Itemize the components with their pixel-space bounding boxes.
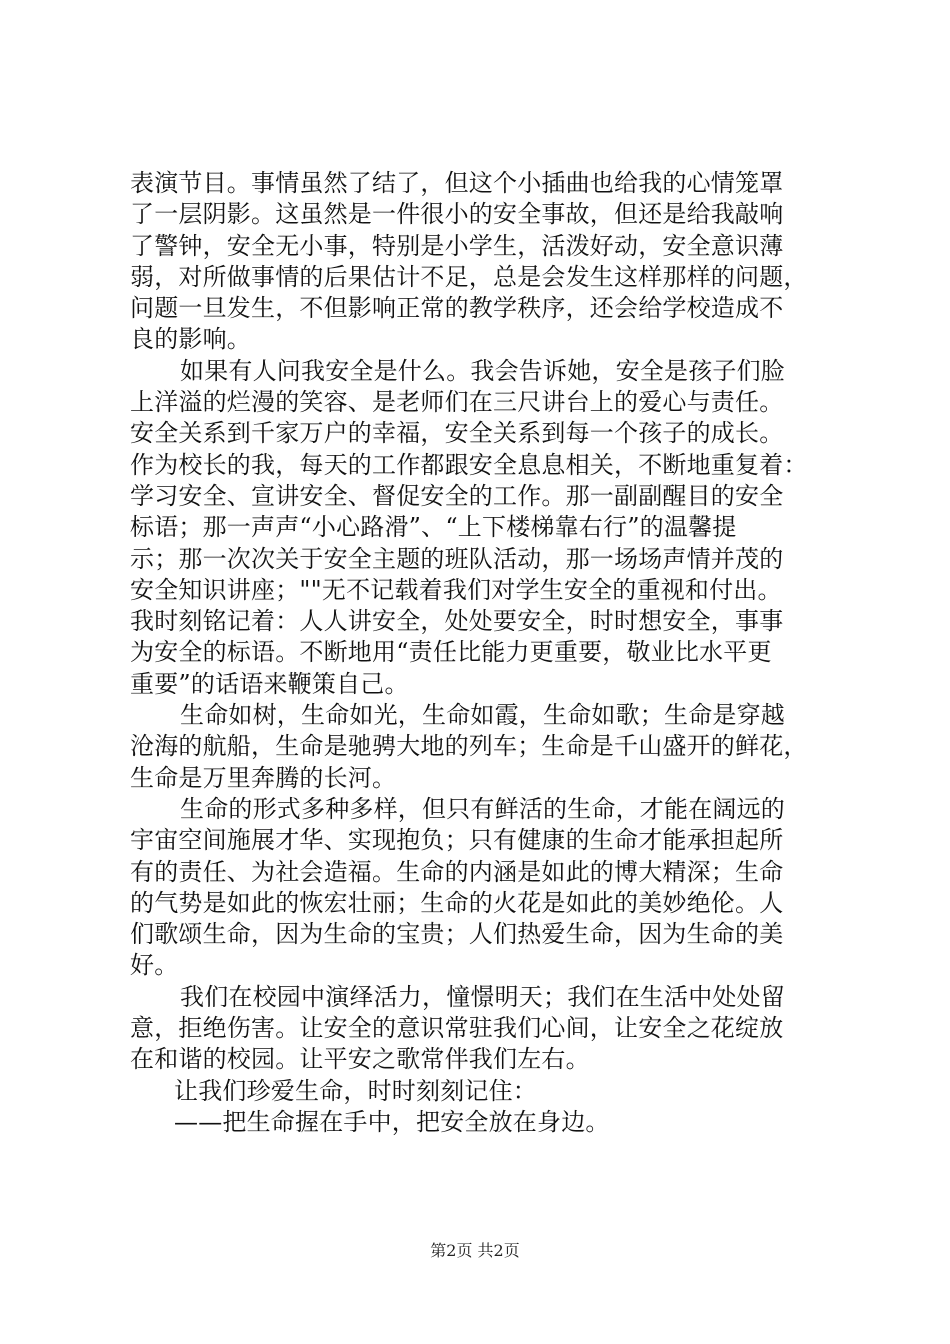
page-footer (0, 1241, 950, 1261)
text-line: ——把生命握在手中，把安全放在身边。 (174, 1107, 610, 1136)
text-line: 如果有人问我安全是什么。我会告诉她，安全是孩子们脸 (180, 356, 785, 385)
text-line: 了一层阴影。这虽然是一件很小的安全事故，但还是给我敲响 (130, 200, 784, 229)
text-line: 我时刻铭记着：人人讲安全，处处要安全，时时想安全，事事 (130, 607, 784, 636)
text-line: 弱，对所做事情的后果估计不足，总是会发生这样那样的问题， (130, 262, 808, 291)
text-line: 安全关系到千家万户的幸福，安全关系到每一个孩子的成长。 (130, 419, 784, 448)
text-line: 问题一旦发生，不但影响正常的教学秩序，还会给学校造成不 (130, 294, 784, 323)
text-line: 作为校长的我，每天的工作都跟安全息息相关，不断地重复着： (130, 450, 808, 479)
text-line: 为安全的标语。不断地用“责任比能力更重要，敬业比水平更 (130, 638, 772, 667)
text-line: 的气势是如此的恢宏壮丽；生命的火花是如此的美妙绝伦。人 (130, 888, 784, 917)
text-line: 让我们珍爱生命，时时刻刻记住： (174, 1076, 537, 1105)
text-line: 生命是万里奔腾的长河。 (130, 763, 397, 792)
text-line: 重要”的话语来鞭策自己。 (130, 669, 409, 698)
document-body (130, 168, 830, 1138)
text-line: 生命的形式多种多样，但只有鲜活的生命，才能在阔远的 (180, 794, 785, 823)
text-line: 标语；那一声声“小心路滑”、“上下楼梯靠右行”的温馨提 (130, 513, 737, 542)
text-line: 示；那一次次关于安全主题的班队活动，那一场场声情并茂的 (130, 544, 784, 573)
text-line: 宇宙空间施展才华、实现抱负；只有健康的生命才能承担起所 (130, 826, 784, 855)
text-line: 学习安全、宣讲安全、督促安全的工作。那一副副醒目的安全 (130, 481, 784, 510)
text-line: 安全知识讲座；""无不记载着我们对学生安全的重视和付出。 (130, 575, 782, 604)
text-line: 们歌颂生命，因为生命的宝贵；人们热爱生命，因为生命的美 (130, 920, 784, 949)
text-line: 生命如树，生命如光，生命如霞，生命如歌；生命是穿越 (180, 701, 785, 730)
text-line: 好。 (130, 951, 179, 980)
text-line: 表演节目。事情虽然了结了，但这个小插曲也给我的心情笼罩 (130, 169, 784, 197)
text-line: 意，拒绝伤害。让安全的意识常驻我们心间，让安全之花绽放 (130, 1014, 784, 1043)
text-line: 良的影响。 (130, 325, 251, 354)
page-number-label: 第2页 共2页 (430, 1241, 520, 1260)
text-line: 上洋溢的烂漫的笑容、是老师们在三尺讲台上的爱心与责任。 (130, 388, 784, 417)
text-line: 沧海的航船，生命是驰骋大地的列车；生命是千山盛开的鲜花， (130, 732, 808, 761)
text-line: 在和谐的校园。让平安之歌常伴我们左右。 (130, 1045, 590, 1074)
text-line: 我们在校园中演绎活力，憧憬明天；我们在生活中处处留 (180, 982, 785, 1011)
text-line: 了警钟，安全无小事，特别是小学生，活泼好动，安全意识薄 (130, 231, 784, 260)
text-line: 有的责任、为社会造福。生命的内涵是如此的博大精深；生命 (130, 857, 784, 886)
